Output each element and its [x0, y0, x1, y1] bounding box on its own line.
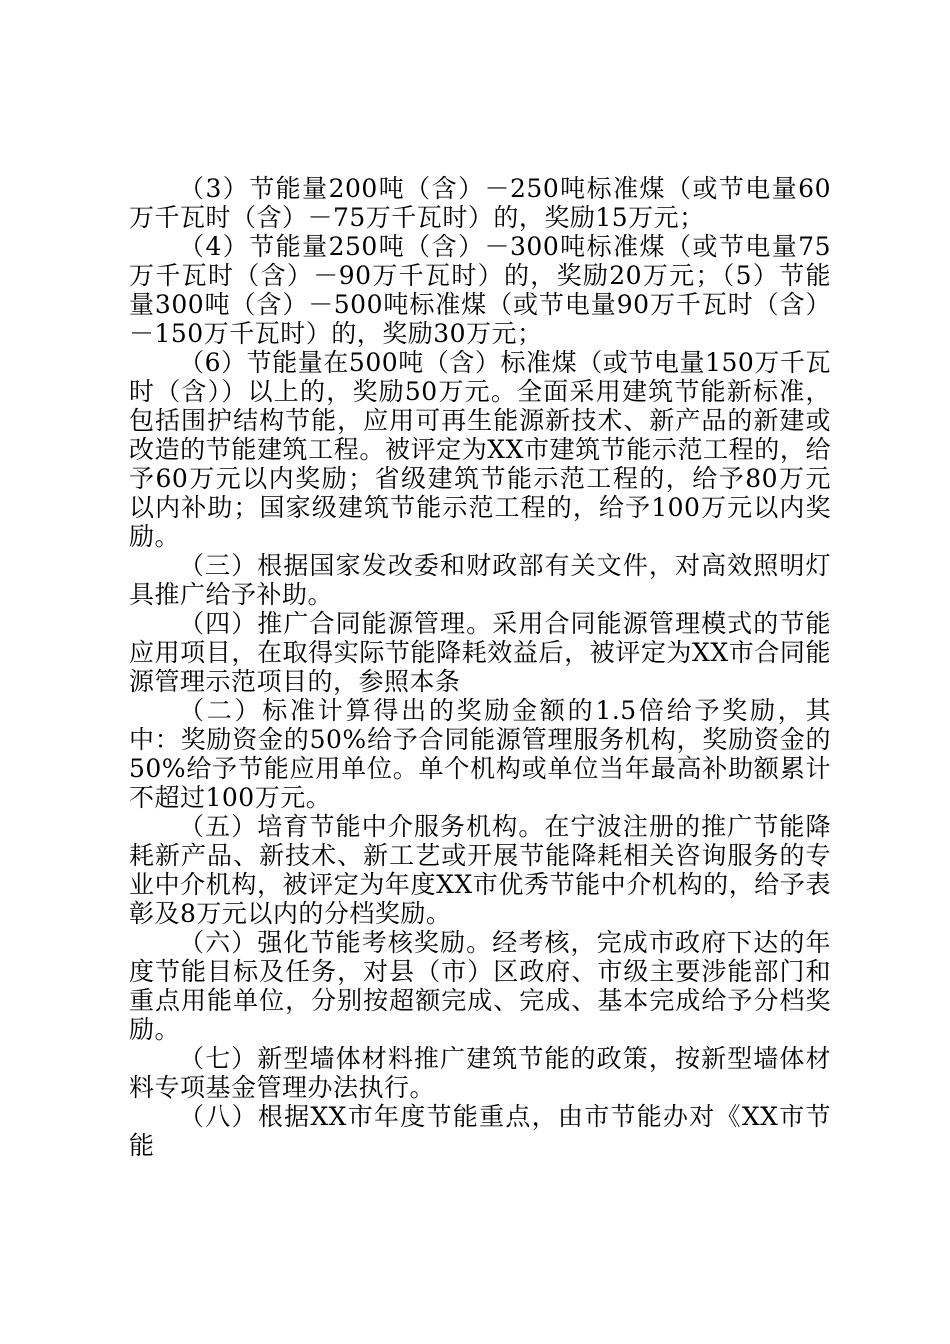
document-body — [129, 174, 831, 1160]
paragraph-section-7: （七）新型墙体材料推广建筑节能的政策，按新型墙体材料专项基金管理办法执行。 — [129, 1044, 831, 1102]
paragraph-item-3: （3）节能量200吨（含）－250吨标准煤（或节电量60万千瓦时（含）－75万千瓦时）的，奖励15万元； — [129, 174, 831, 232]
paragraph-section-3: （三）根据国家发改委和财政部有关文件，对高效照明灯具推广给予补助。 — [129, 551, 831, 609]
paragraph-items-4-5: （4）节能量250吨（含）－300吨标准煤（或节电量75万千瓦时（含）－90万千瓦时）的，奖励20万元；（5）节能量300吨（含）－500吨标准煤（或节电量90万千瓦时（含）－150万千瓦时）的，奖励30万元； — [129, 232, 831, 348]
paragraph-section-5: （五）培育节能中介服务机构。在宁波注册的推广节能降耗新产品、新技术、新工艺或开展节能降耗相关咨询服务的专业中介机构，被评定为年度XX市优秀节能中介机构的，给予表彰及8万元以内的分档奖励。 — [129, 812, 831, 928]
paragraph-section-6: （六）强化节能考核奖励。经考核，完成市政府下达的年度节能目标及任务，对县（市）区政府、市级主要涉能部门和重点用能单位，分别按超额完成、完成、基本完成给予分档奖励。 — [129, 928, 831, 1044]
paragraph-section-4: （四）推广合同能源管理。采用合同能源管理模式的节能应用项目，在取得实际节能降耗效益后，被评定为XX市合同能源管理示范项目的，参照本条 — [129, 609, 831, 696]
paragraph-item-6: （6）节能量在500吨（含）标准煤（或节电量150万千瓦时（含））以上的，奖励50万元。全面采用建筑节能新标准，包括围护结构节能，应用可再生能源新技术、新产品的新建或改造的节能建筑工程。被评定为XX市建筑节能示范工程的，给予60万元以内奖励；省级建筑节能示范工程的，给予80万元以内补助；国家级建筑节能示范工程的，给予100万元以内奖励。 — [129, 348, 831, 551]
paragraph-section-8: （八）根据XX市年度节能重点，由市节能办对《XX市节能 — [129, 1102, 831, 1160]
paragraph-section-2-continued: （二）标准计算得出的奖励金额的1.5倍给予奖励，其中：奖励资金的50%给予合同能源管理服务机构，奖励资金的50%给予节能应用单位。单个机构或单位当年最高补助额累计不超过100万元。 — [129, 696, 831, 812]
